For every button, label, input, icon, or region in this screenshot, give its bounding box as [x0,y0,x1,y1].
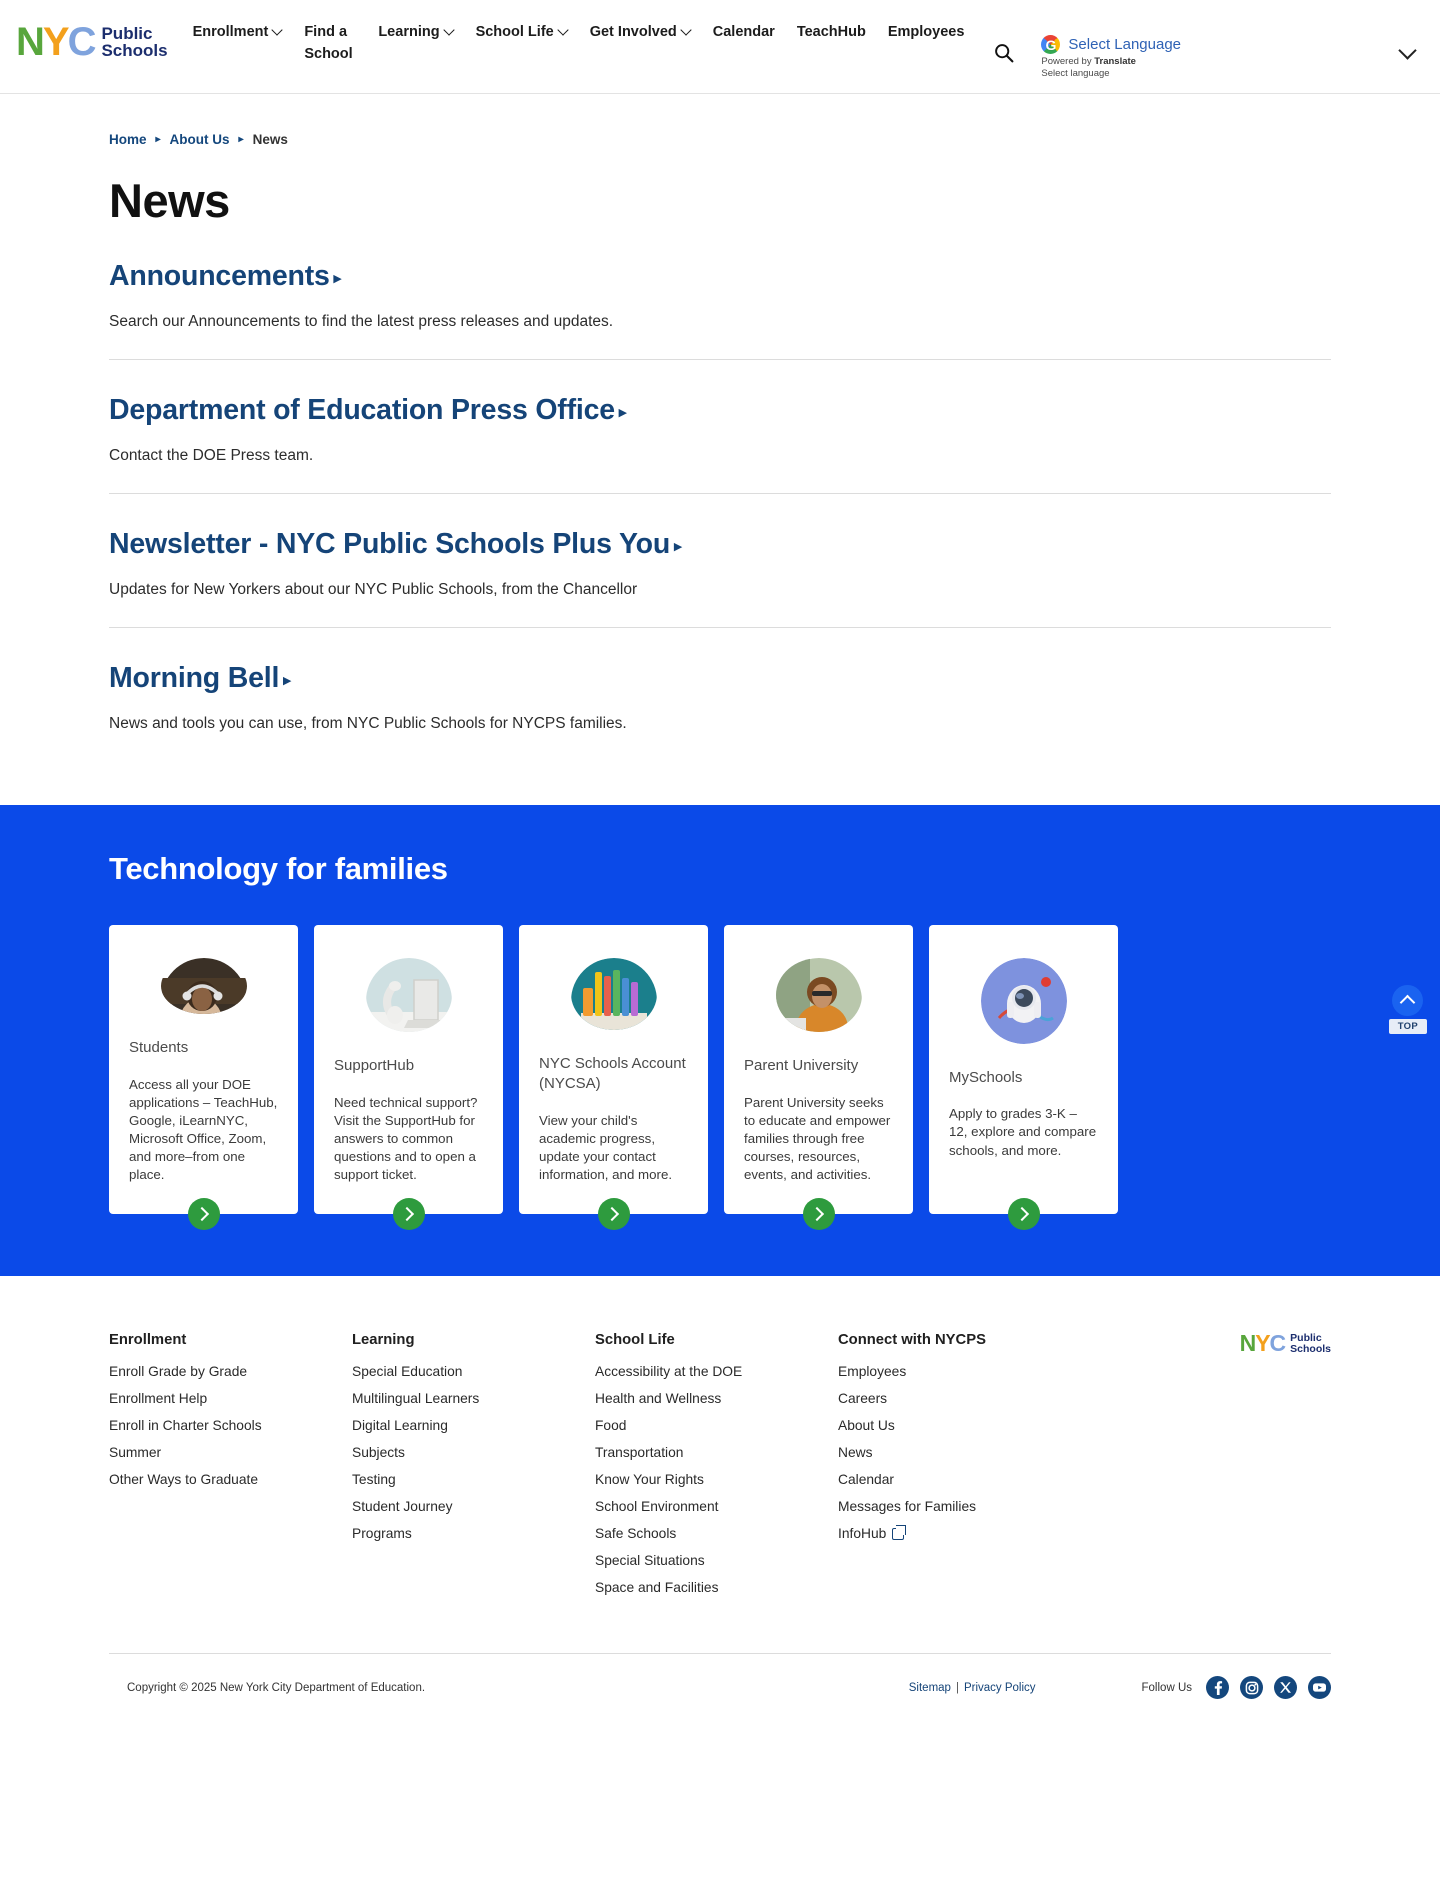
facebook-glyph [1211,1681,1225,1695]
nav-label: TeachHub [796,24,866,40]
site-footer [0,1276,1440,1725]
nav-item-find-a-school[interactable] [293,18,367,70]
footer-link-student-journey[interactable]: Student Journey [352,1499,453,1514]
page-title: News [109,174,230,227]
nav-label: Employees [887,24,965,40]
footer-column-learning [352,1332,595,1607]
card-arrow-button[interactable] [393,1198,425,1230]
footer-link-know-your-rights[interactable]: Know Your Rights [595,1472,704,1487]
instagram-icon[interactable] [1240,1676,1263,1699]
student-with-headphones-photo [161,958,247,1014]
facebook-icon[interactable] [1206,1676,1229,1699]
powered-by-translate [1041,56,1221,80]
footer-link-special-education[interactable]: Special Education [352,1364,463,1379]
legal-links [909,1682,1036,1694]
search-icon[interactable] [989,38,1019,68]
news-link-announcements[interactable] [109,260,341,293]
card-arrow-button[interactable] [803,1198,835,1230]
card-body: Access all your DOE applications – TeachHub, Google, iLearnNYC, Microsoft Office, Zoom, and more–from one place. [129,1076,278,1182]
breadcrumb-item-about-us[interactable]: About Us [169,132,230,147]
nav-item-teachhub[interactable] [786,18,877,48]
astronaut-illustration [981,958,1067,1044]
photo-graphic [161,958,247,1014]
news-heading-text: Department of Education Press Office [109,394,615,426]
news-heading-text: Announcements [109,260,330,292]
card-title: MySchools [949,1069,1023,1086]
footer-column-title: Enrollment [109,1332,187,1348]
x-glyph [1279,1681,1292,1694]
photo-graphic [776,958,862,1032]
footer-link-programs[interactable]: Programs [352,1526,412,1541]
translate-brand: Translate [1094,56,1136,67]
nav-label: Enrollment [192,24,269,40]
logo-word-public: Public [101,23,153,43]
card-title: NYC Schools Account (NYCSA) [539,1054,686,1093]
footer-column-school-life [595,1332,838,1607]
footer-link-safe-schools[interactable]: Safe Schools [595,1526,677,1541]
news-section-press-office [109,359,1331,493]
footer-link-digital-learning[interactable]: Digital Learning [352,1418,448,1433]
news-description: Contact the DOE Press team. [109,447,314,464]
card-parent-university[interactable] [724,925,913,1214]
nav-label: School Life [475,24,554,40]
chevron-right-icon: ▸ [618,403,627,421]
footer-column-title: Learning [352,1332,415,1348]
site-header [0,0,1440,94]
search-glyph [994,43,1014,63]
footer-logo-wordmark [1290,1333,1331,1354]
card-title: SupportHub [334,1057,415,1075]
news-section-morning-bell [109,627,1331,761]
footer-link-enroll-in-charter-schools[interactable]: Enroll in Charter Schools [109,1418,262,1433]
footer-link-testing[interactable]: Testing [352,1472,396,1487]
chevron-up-icon [1392,985,1423,1016]
news-link-morning-bell[interactable] [109,662,291,695]
chevron-right-icon: ▸ [283,671,291,689]
nav-item-calendar[interactable] [702,18,786,48]
breadcrumb-separator-icon: ▸ [238,134,244,145]
logo-letter-n: N [16,20,43,64]
card-body: Apply to grades 3-K – 12, explore and compare schools, and more. [949,1106,1097,1158]
footer-link-other-ways-to-graduate[interactable]: Other Ways to Graduate [109,1472,259,1487]
footer-logo-letter-c: C [1269,1330,1286,1356]
footer-logo[interactable] [1240,1332,1331,1355]
nav-item-school-life[interactable] [465,18,579,48]
legal-divider: | [955,1681,959,1694]
footer-link-messages-for-families[interactable]: Messages for Families [838,1499,977,1514]
scroll-to-top-button[interactable] [1389,985,1427,1034]
card-myschools[interactable] [929,925,1118,1214]
news-description: Updates for New Yorkers about our NYC Public Schools, from the Chancellor [109,581,638,598]
logo-wordmark [101,25,167,60]
footer-link-subjects[interactable]: Subjects [352,1445,405,1460]
footer-link-accessibility-at-the-doe[interactable]: Accessibility at the DOE [595,1364,743,1379]
footer-column-title: School Life [595,1332,675,1348]
photo-graphic [571,958,657,1030]
news-link-press-office[interactable] [109,394,626,427]
footer-link-summer[interactable]: Summer [109,1445,162,1460]
footer-link-school-environment[interactable]: School Environment [595,1499,719,1514]
pencils-and-supplies-photo [571,958,657,1030]
card-students[interactable] [109,925,298,1214]
logo-letter-y: Y [42,20,68,64]
footer-link-space-and-facilities[interactable]: Space and Facilities [595,1580,719,1595]
nav-label: Learning [378,24,440,40]
footer-link-special-situations[interactable]: Special Situations [595,1553,705,1568]
instagram-glyph [1245,1681,1259,1695]
footer-link-multilingual-learners[interactable]: Multilingual Learners [352,1391,480,1406]
chevron-down-icon [682,26,691,35]
logo-word-schools: Schools [101,41,168,60]
footer-link-employees[interactable]: Employees [838,1364,907,1379]
sitemap-link[interactable]: Sitemap [908,1681,951,1694]
nav-label: Find a School [304,24,353,62]
footer-link-infohub[interactable] [838,1526,986,1541]
card-arrow-button[interactable] [1008,1198,1040,1230]
powered-by-prefix: Powered by [1041,56,1095,67]
select-language-sub: Select language [1041,67,1110,79]
news-description: News and tools you can use, from NYC Public Schools for NYCPS families. [109,715,627,732]
footer-logo-word-schools: Schools [1290,1342,1331,1355]
nav-label: Calendar [712,24,775,40]
footer-link-food[interactable]: Food [595,1418,627,1433]
footer-logo-letters [1240,1332,1286,1355]
google-icon [1041,35,1060,54]
card-arrow-button[interactable] [598,1198,630,1230]
x-twitter-icon[interactable] [1274,1676,1297,1699]
footer-logo-letter-y: Y [1255,1330,1270,1356]
main-navigation [182,18,1440,80]
news-section-list [109,248,1331,761]
nav-item-get-involved[interactable] [579,18,702,48]
footer-link-enrollment-help[interactable]: Enrollment Help [109,1391,208,1406]
copyright-text: Copyright © 2025 New York City Department of Education. [127,1681,426,1694]
breadcrumb-item-news: News [252,132,288,147]
chevron-right-icon: ▸ [674,537,682,555]
chevron-right-icon: ▸ [333,269,342,287]
news-heading-text: Newsletter - NYC Public Schools Plus You [109,528,671,560]
news-link-newsletter[interactable] [109,528,681,561]
card-title: Students [129,1039,189,1057]
privacy-policy-link[interactable]: Privacy Policy [963,1681,1036,1694]
language-selector-row [1041,35,1221,54]
language-chevron-down-icon[interactable] [1400,44,1414,58]
nav-item-enrollment[interactable] [182,18,294,48]
language-selector[interactable] [1041,35,1221,80]
card-supporthub[interactable] [314,925,503,1214]
chevron-down-icon [445,26,454,35]
nav-item-learning[interactable] [367,18,464,48]
photo-graphic [981,958,1067,1044]
card-body: Need technical support? Visit the SupportHub for answers to common questions and to open a support ticket. [334,1094,478,1182]
laptop-and-headphones-photo [366,958,452,1032]
footer-link-infohub-label: InfoHub [838,1526,887,1541]
footer-link-about-us[interactable]: About Us [838,1418,895,1433]
footer-logo-letter-n: N [1239,1330,1256,1356]
nav-label: Get Involved [589,24,677,40]
select-language-label: Select Language [1068,36,1182,53]
footer-bottom-bar [109,1653,1331,1725]
scroll-to-top-label: TOP [1389,1019,1427,1034]
external-link-icon [892,1528,904,1540]
footer-link-transportation[interactable]: Transportation [595,1445,684,1460]
footer-link-careers[interactable]: Careers [838,1391,888,1406]
footer-link-health-and-wellness[interactable]: Health and Wellness [595,1391,722,1406]
chevron-down-icon [273,26,282,35]
card-nyc-schools-account[interactable] [519,925,708,1214]
technology-for-families-section [0,805,1440,1276]
footer-link-news[interactable]: News [838,1445,873,1460]
photo-graphic [366,958,452,1032]
nycps-logo[interactable] [16,22,168,62]
card-title: Parent University [744,1057,859,1075]
section-title: Technology for families [109,851,448,886]
footer-logo-word-public: Public [1290,1331,1322,1344]
footer-column-enrollment [109,1332,352,1607]
news-heading-text: Morning Bell [109,662,280,694]
nav-item-employees[interactable] [877,18,976,48]
footer-link-enroll-grade-by-grade[interactable]: Enroll Grade by Grade [109,1364,248,1379]
follow-us-group [1142,1676,1331,1699]
parent-at-laptop-photo [776,958,862,1032]
youtube-glyph [1312,1680,1327,1695]
card-body: Parent University seeks to educate and empower families through free courses, resources, events, and activities. [744,1094,891,1182]
card-body: View your child's academic progress, update your contact information, and more. [539,1112,673,1182]
breadcrumb-separator-icon: ▸ [155,134,161,145]
breadcrumb-item-home[interactable]: Home [109,132,147,147]
logo-letter-c: C [67,20,95,64]
card-arrow-button[interactable] [188,1198,220,1230]
footer-column-connect-with-nycps [838,1332,986,1607]
logo-letters [16,22,94,62]
footer-link-calendar[interactable]: Calendar [838,1472,894,1487]
news-section-announcements [109,248,1331,359]
news-section-newsletter [109,493,1331,627]
main-content [0,132,1440,761]
follow-us-label: Follow Us [1141,1681,1192,1694]
breadcrumb [109,132,1331,147]
footer-column-title: Connect with NYCPS [838,1332,986,1348]
footer-columns [109,1332,1331,1607]
technology-card-list [109,925,1331,1214]
chevron-down-icon [559,26,568,35]
youtube-icon[interactable] [1308,1676,1331,1699]
news-description: Search our Announcements to find the latest press releases and updates. [109,313,614,330]
